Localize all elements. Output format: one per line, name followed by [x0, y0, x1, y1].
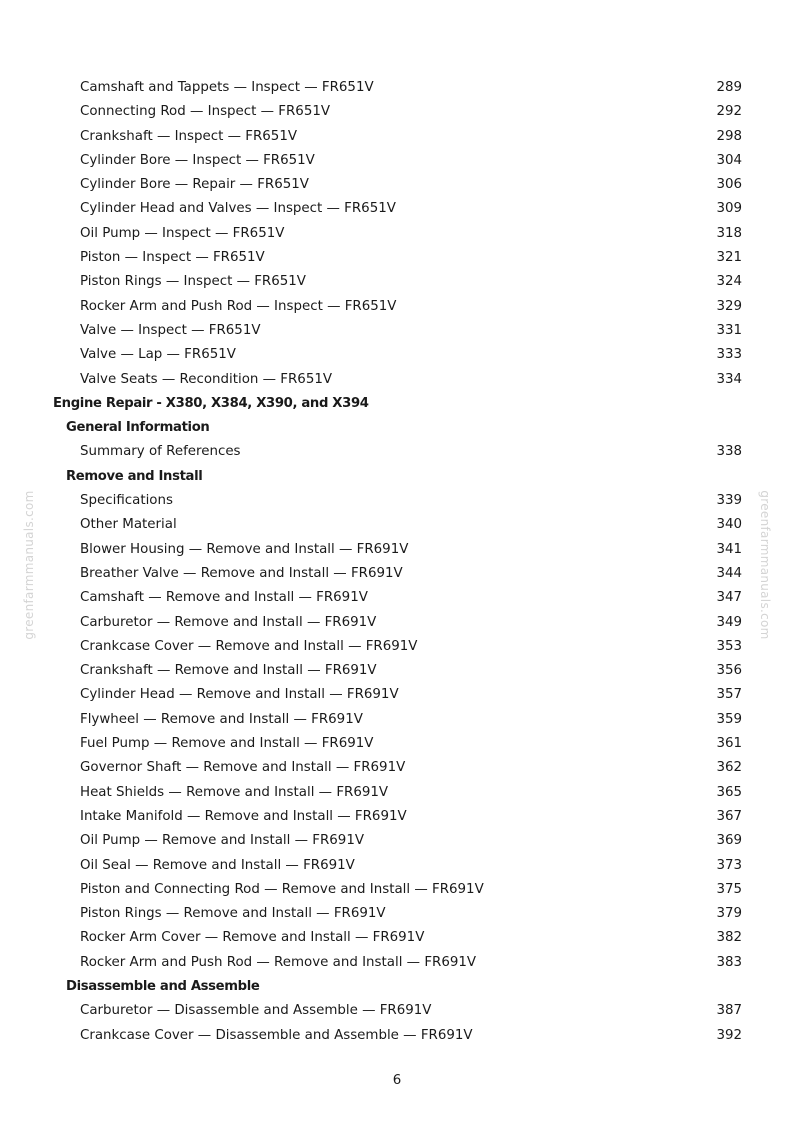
toc-entry[interactable] — [0, 926, 794, 950]
toc-entry-page: 349 — [716, 614, 742, 630]
toc-entry-title: Crankcase Cover — Remove and Install — FR691V — [80, 638, 418, 654]
toc-entry-title: Cylinder Head and Valves — Inspect — FR651V — [80, 201, 396, 217]
toc-entry-title: Cylinder Bore — Repair — FR651V — [80, 177, 309, 193]
toc-entry-page: 333 — [716, 347, 742, 363]
toc-entry[interactable] — [0, 611, 794, 635]
toc-entry-title: Blower Housing — Remove and Install — FR691V — [80, 541, 409, 557]
toc-entry-title: Specifications — [80, 493, 173, 509]
toc-entry-title: Piston — Inspect — FR651V — [80, 250, 265, 266]
toc-entry-title: Valve — Inspect — FR651V — [80, 322, 261, 338]
toc-entry[interactable] — [0, 197, 794, 221]
toc-entry-page: 379 — [716, 906, 742, 922]
watermark-right: greenfarmmanuals.com — [758, 490, 772, 640]
toc-entry-page: 356 — [716, 663, 742, 679]
toc-entry-title: Governor Shaft — Remove and Install — FR691V — [80, 760, 406, 776]
toc-entry[interactable] — [0, 538, 794, 562]
page-number: 6 — [392, 1073, 402, 1088]
toc-entry[interactable] — [0, 708, 794, 732]
toc-entry-title: Connecting Rod — Inspect — FR651V — [80, 104, 331, 120]
toc-entry-page: 357 — [716, 687, 742, 703]
toc-entry-title: Crankshaft — Inspect — FR651V — [80, 128, 297, 144]
toc-entry-page: 392 — [716, 1027, 742, 1043]
toc-entry-title: Piston and Connecting Rod — Remove and Install — FR691V — [80, 881, 484, 897]
toc-entry-title: Piston Rings — Inspect — FR651V — [80, 274, 306, 290]
toc-entry[interactable] — [0, 854, 794, 878]
toc-entry-page: 383 — [716, 954, 742, 970]
toc-entry-page: 304 — [716, 152, 742, 168]
toc-entry-title: Rocker Arm and Push Rod — Remove and Install — FR691V — [80, 954, 477, 970]
toc-entry-title: Heat Shields — Remove and Install — FR691V — [80, 784, 389, 800]
toc-entry-title: Valve — Lap — FR651V — [80, 347, 236, 363]
toc-entry-title: Piston Rings — Remove and Install — FR691V — [80, 906, 386, 922]
toc-entry-page: 382 — [716, 930, 742, 946]
toc-entry[interactable] — [0, 756, 794, 780]
toc-entry-title: Cylinder Head — Remove and Install — FR691V — [80, 687, 399, 703]
toc-entry-page: 347 — [716, 590, 742, 606]
toc-entry-page: 361 — [716, 736, 742, 752]
toc-entry-page: 387 — [716, 1003, 742, 1019]
toc-entry[interactable] — [0, 149, 794, 173]
toc-entry[interactable] — [0, 513, 794, 537]
toc-entry[interactable] — [0, 683, 794, 707]
toc-entry[interactable] — [0, 732, 794, 756]
toc-entry-title: Rocker Arm Cover — Remove and Install — FR691V — [80, 930, 425, 946]
toc-section-title: Disassemble and Assemble — [66, 978, 260, 994]
toc-entry[interactable] — [0, 999, 794, 1023]
toc-entry[interactable] — [0, 1024, 794, 1048]
toc-entry[interactable] — [0, 76, 794, 100]
toc-entry-page: 369 — [716, 833, 742, 849]
toc-entry-page: 367 — [716, 808, 742, 824]
toc-entry[interactable] — [0, 173, 794, 197]
toc-entry-page: 339 — [716, 493, 742, 509]
toc-entry-page: 331 — [716, 322, 742, 338]
toc-entry-page: 324 — [716, 274, 742, 290]
toc-entry-title: Camshaft and Tappets — Inspect — FR651V — [80, 80, 374, 95]
toc-entry-page: 329 — [716, 298, 742, 314]
toc-entry[interactable] — [0, 246, 794, 270]
toc-entry[interactable] — [0, 343, 794, 367]
toc-entry-title: Carburetor — Disassemble and Assemble — FR691V — [80, 1003, 432, 1019]
toc-entry[interactable] — [0, 878, 794, 902]
toc-entry[interactable] — [0, 805, 794, 829]
toc-entry-page: 298 — [716, 128, 742, 144]
toc-section-heading[interactable] — [0, 416, 794, 440]
toc-section-title: Remove and Install — [66, 468, 203, 484]
toc-entry-title: Summary of References — [80, 444, 241, 460]
table-of-contents — [0, 76, 794, 1048]
toc-entry-title: Oil Seal — Remove and Install — FR691V — [80, 857, 355, 873]
toc-entry-page: 338 — [716, 444, 742, 460]
watermark-left: greenfarmmanuals.com — [22, 490, 36, 640]
toc-entry-title: Oil Pump — Inspect — FR651V — [80, 225, 285, 241]
toc-entry-page: 334 — [716, 371, 742, 387]
toc-entry-page: 309 — [716, 201, 742, 217]
toc-entry[interactable] — [0, 489, 794, 513]
toc-entry-page: 292 — [716, 104, 742, 120]
toc-entry-title: Valve Seats — Recondition — FR651V — [80, 371, 333, 387]
toc-entry[interactable] — [0, 659, 794, 683]
toc-chapter-title: Engine Repair - X380, X384, X390, and X394 — [53, 395, 369, 411]
toc-entry-title: Crankcase Cover — Disassemble and Assemble — FR691V — [80, 1027, 473, 1043]
toc-entry-page: 306 — [716, 177, 742, 193]
toc-entry-page: 362 — [716, 760, 742, 776]
toc-entry-page: 340 — [716, 517, 742, 533]
toc-entry-page: 344 — [716, 565, 742, 581]
toc-chapter-heading[interactable] — [0, 392, 794, 416]
toc-entry-page: 321 — [716, 250, 742, 266]
toc-entry[interactable] — [0, 562, 794, 586]
toc-entry-page: 318 — [716, 225, 742, 241]
toc-section-heading[interactable] — [0, 465, 794, 489]
toc-entry-page: 289 — [716, 80, 742, 95]
toc-entry-title: Fuel Pump — Remove and Install — FR691V — [80, 736, 374, 752]
toc-entry-title: Cylinder Bore — Inspect — FR651V — [80, 152, 315, 168]
toc-entry[interactable] — [0, 440, 794, 464]
toc-entry-title: Flywheel — Remove and Install — FR691V — [80, 711, 363, 727]
toc-entry[interactable] — [0, 125, 794, 149]
toc-entry-title: Oil Pump — Remove and Install — FR691V — [80, 833, 364, 849]
toc-section-title: General Information — [66, 420, 210, 436]
toc-entry[interactable] — [0, 829, 794, 853]
toc-entry-page: 353 — [716, 638, 742, 654]
toc-entry[interactable] — [0, 270, 794, 294]
toc-entry-title: Breather Valve — Remove and Install — FR691V — [80, 565, 403, 581]
toc-entry-title: Camshaft — Remove and Install — FR691V — [80, 590, 368, 606]
toc-entry[interactable] — [0, 635, 794, 659]
toc-entry[interactable] — [0, 319, 794, 343]
toc-entry-title: Rocker Arm and Push Rod — Inspect — FR651V — [80, 298, 397, 314]
toc-entry[interactable] — [0, 781, 794, 805]
toc-entry-page: 341 — [716, 541, 742, 557]
toc-entry-title: Carburetor — Remove and Install — FR691V — [80, 614, 377, 630]
toc-entry-title: Intake Manifold — Remove and Install — FR691V — [80, 808, 407, 824]
toc-entry[interactable] — [0, 951, 794, 975]
toc-entry-page: 359 — [716, 711, 742, 727]
toc-entry-page: 375 — [716, 881, 742, 897]
toc-entry[interactable] — [0, 295, 794, 319]
toc-entry[interactable] — [0, 100, 794, 124]
toc-entry-page: 365 — [716, 784, 742, 800]
toc-entry[interactable] — [0, 586, 794, 610]
toc-entry-title: Other Material — [80, 517, 177, 533]
toc-entry[interactable] — [0, 368, 794, 392]
toc-section-heading[interactable] — [0, 975, 794, 999]
toc-entry-title: Crankshaft — Remove and Install — FR691V — [80, 663, 377, 679]
toc-entry-page: 373 — [716, 857, 742, 873]
toc-entry[interactable] — [0, 222, 794, 246]
toc-entry[interactable] — [0, 902, 794, 926]
